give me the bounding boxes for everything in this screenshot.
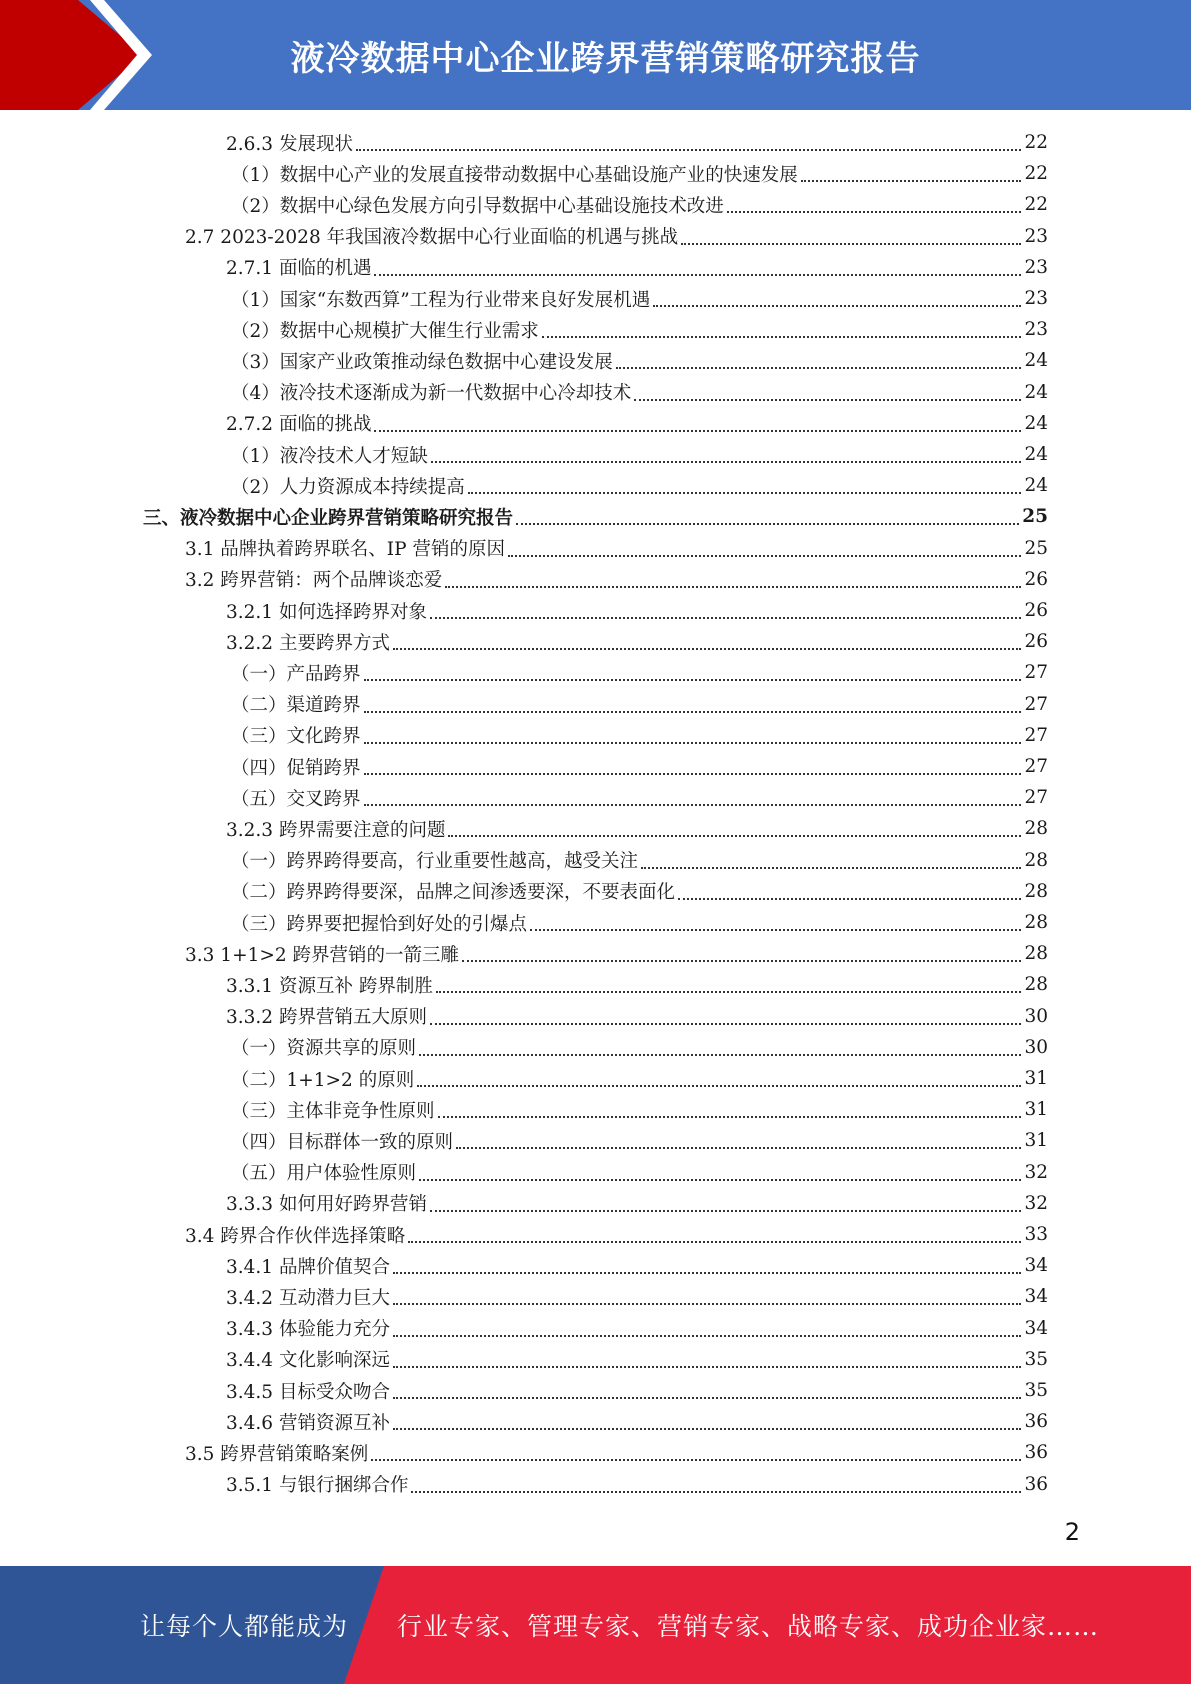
toc-dot-leader	[438, 1115, 1022, 1118]
toc-entry-title: 3.4.4 文化影响深远	[226, 1350, 390, 1372]
toc-dot-leader	[393, 1427, 1021, 1430]
toc-entry-page: 36	[1024, 1411, 1048, 1433]
footer-slogan-left: 让每个人都能成为	[140, 1612, 349, 1641]
toc-entry-title: （2）数据中心规模扩大催生行业需求	[231, 320, 539, 342]
toc-entry-title: （1）液冷技术人才短缺	[231, 445, 428, 467]
toc-dot-leader	[430, 616, 1021, 619]
toc-entry[interactable]	[226, 1001, 1048, 1032]
toc-entry-page: 27	[1024, 693, 1048, 715]
page-footer	[0, 1566, 1191, 1684]
toc-entry-title: 2.7.1 面临的机遇	[226, 258, 372, 280]
toc-entry-title: 2.7.2 面临的挑战	[226, 414, 372, 436]
toc-entry-page: 30	[1024, 1005, 1048, 1027]
toc-dot-leader	[393, 647, 1021, 650]
toc-entry-page: 36	[1024, 1442, 1048, 1464]
toc-dot-leader	[393, 1396, 1021, 1399]
toc-entry[interactable]	[226, 1313, 1048, 1344]
toc-dot-leader	[462, 959, 1021, 962]
toc-entry-page: 27	[1024, 787, 1048, 809]
toc-entry-page: 25	[1024, 537, 1048, 559]
toc-entry-title: 3.4.2 互动潜力巨大	[226, 1287, 390, 1309]
toc-entry[interactable]	[226, 595, 1048, 626]
toc-entry-title: 3.3.3 如何用好跨界营销	[226, 1194, 427, 1216]
toc-dot-leader	[530, 928, 1021, 931]
toc-entry[interactable]	[231, 1125, 1048, 1156]
toc-dot-leader	[616, 366, 1022, 369]
toc-entry[interactable]	[231, 439, 1048, 470]
toc-dot-leader	[634, 398, 1021, 401]
toc-dot-leader	[411, 1490, 1021, 1493]
toc-entry-page: 27	[1024, 724, 1048, 746]
toc-dot-leader	[445, 585, 1021, 588]
toc-entry-page: 28	[1024, 818, 1048, 840]
toc-dot-leader	[641, 866, 1021, 869]
toc-entry-title: 3.4.1 品牌价值契合	[226, 1256, 390, 1278]
toc-dot-leader	[727, 210, 1022, 213]
toc-entry-page: 23	[1024, 256, 1048, 278]
toc-dot-leader	[364, 741, 1022, 744]
toc-entry-title: （一）资源共享的原则	[231, 1038, 417, 1060]
toc-entry-page: 26	[1024, 631, 1048, 653]
toc-entry-title: 3.4 跨界合作伙伴选择策略	[185, 1225, 406, 1247]
toc-entry[interactable]	[231, 1032, 1048, 1063]
toc-entry-page: 24	[1024, 381, 1048, 403]
toc-entry[interactable]	[226, 252, 1048, 283]
toc-entry-page: 24	[1024, 350, 1048, 372]
toc-entry[interactable]	[231, 314, 1048, 345]
toc-dot-leader	[364, 803, 1022, 806]
toc-dot-leader	[374, 429, 1021, 432]
toc-entry-page: 28	[1024, 849, 1048, 871]
toc-entry[interactable]	[231, 876, 1048, 907]
toc-entry-title: 2.6.3 发展现状	[226, 133, 353, 155]
page-number: 2	[1064, 1518, 1080, 1546]
toc-dot-leader	[678, 897, 1021, 900]
toc-entry-page: 26	[1024, 568, 1048, 590]
toc-entry-page: 22	[1024, 194, 1048, 216]
toc-entry[interactable]	[231, 907, 1048, 938]
toc-entry[interactable]	[226, 1250, 1048, 1281]
toc-entry-title: 3.1 品牌执着跨界联名、IP 营销的原因	[185, 539, 505, 561]
toc-entry-title: （五）用户体验性原则	[231, 1163, 417, 1185]
toc-entry[interactable]	[231, 782, 1048, 813]
toc-entry-page: 24	[1024, 412, 1048, 434]
toc-entry[interactable]	[231, 470, 1048, 501]
toc-entry-page: 35	[1024, 1380, 1048, 1401]
toc-entry[interactable]	[185, 1219, 1048, 1250]
toc-dot-leader	[371, 1458, 1021, 1461]
toc-entry-title: 3.2.1 如何选择跨界对象	[226, 601, 427, 623]
toc-entry-title: 3.2.3 跨界需要注意的问题	[226, 819, 446, 841]
toc-entry-page: 30	[1024, 1036, 1048, 1058]
toc-entry[interactable]	[231, 189, 1048, 220]
toc-entry[interactable]	[226, 969, 1048, 1000]
toc-entry-title: 3.5 跨界营销策略案例	[185, 1443, 369, 1465]
toc-entry[interactable]	[226, 1188, 1048, 1219]
toc-entry-title: （三）主体非竞争性原则	[231, 1100, 435, 1122]
toc-entry-title: 3.4.3 体验能力充分	[226, 1319, 390, 1341]
toc-entry-title: （3）国家产业政策推动绿色数据中心建设发展	[231, 351, 613, 373]
toc-entry[interactable]	[231, 158, 1048, 189]
toc-dot-leader	[516, 522, 1019, 525]
toc-entry-page: 27	[1024, 662, 1048, 684]
toc-entry-title: 3.2.2 主要跨界方式	[226, 632, 390, 654]
toc-dot-leader	[393, 1302, 1021, 1305]
toc-entry-title: （1）国家“东数西算”工程为行业带来良好发展机遇	[231, 289, 651, 311]
toc-entry[interactable]	[143, 501, 1048, 532]
toc-entry[interactable]	[231, 657, 1048, 688]
toc-entry[interactable]	[226, 1469, 1048, 1500]
toc-entry[interactable]	[185, 533, 1048, 564]
toc-entry-page: 28	[1024, 974, 1048, 996]
toc-dot-leader	[417, 1084, 1021, 1087]
toc-entry[interactable]	[226, 626, 1048, 657]
toc-dot-leader	[408, 1240, 1021, 1243]
toc-entry[interactable]	[231, 1157, 1048, 1188]
toc-entry-title: （五）交叉跨界	[231, 788, 361, 810]
toc-dot-leader	[393, 1271, 1021, 1274]
toc-entry-page: 32	[1024, 1161, 1048, 1183]
toc-entry-page: 28	[1024, 880, 1048, 902]
toc-dot-leader	[356, 148, 1022, 151]
toc-dot-leader	[468, 491, 1022, 494]
toc-dot-leader	[431, 460, 1022, 463]
toc-entry-title: 3.4.6 营销资源互补	[226, 1412, 390, 1434]
toc-entry-title: （四）促销跨界	[231, 757, 361, 779]
toc-entry-page: 22	[1024, 163, 1048, 185]
toc-dot-leader	[364, 678, 1022, 681]
toc-entry-title: （一）跨界跨得要高，行业重要性越高，越受关注	[231, 851, 639, 873]
toc-entry-title: （三）文化跨界	[231, 726, 361, 748]
toc-entry-title: 3.3 1+1>2 跨界营销的一箭三雕	[185, 944, 459, 966]
toc-dot-leader	[508, 554, 1022, 557]
toc-dot-leader	[430, 1022, 1021, 1025]
toc-entry-title: （1）数据中心产业的发展直接带动数据中心基础设施产业的快速发展	[231, 164, 798, 186]
toc-entry[interactable]	[231, 1063, 1048, 1094]
toc-entry-title: 3.4.5 目标受众吻合	[226, 1381, 390, 1403]
toc-entry-title: （三）跨界要把握恰到好处的引爆点	[231, 913, 528, 935]
toc-dot-leader	[653, 304, 1021, 307]
toc-dot-leader	[364, 710, 1022, 713]
toc-entry[interactable]	[231, 689, 1048, 720]
toc-entry-page: 34	[1024, 1286, 1048, 1308]
toc-entry-page: 35	[1024, 1348, 1048, 1370]
toc-entry-title: （4）液冷技术逐渐成为新一代数据中心冷却技术	[231, 383, 632, 405]
toc-dot-leader	[436, 990, 1022, 993]
toc-entry-title: （2）人力资源成本持续提高	[231, 476, 465, 498]
toc-entry-title: （二）1+1>2 的原则	[231, 1069, 415, 1091]
footer-slogan-right: 行业专家、管理专家、营销专家、战略专家、成功企业家……	[397, 1612, 1100, 1641]
toc-entry-page: 23	[1024, 288, 1048, 309]
toc-entry-page: 24	[1024, 475, 1048, 497]
report-title: 液冷数据中心企业跨界营销策略研究报告	[290, 38, 921, 79]
toc-dot-leader	[419, 1053, 1021, 1056]
toc-entry-title: 3.2 跨界营销：两个品牌谈恋爱	[185, 570, 443, 592]
toc-entry-page: 31	[1024, 1130, 1048, 1152]
toc-entry[interactable]	[231, 845, 1048, 876]
toc-entry-page: 22	[1024, 132, 1048, 153]
toc-entry-title: 3.3.2 跨界营销五大原则	[226, 1007, 427, 1029]
toc-entry[interactable]	[226, 408, 1048, 439]
toc-dot-leader	[542, 335, 1022, 338]
toc-dot-leader	[430, 1209, 1021, 1212]
toc-entry-page: 36	[1024, 1473, 1048, 1495]
toc-entry-page: 28	[1024, 912, 1048, 933]
toc-dot-leader	[393, 1365, 1021, 1368]
toc-entry-page: 32	[1024, 1192, 1048, 1214]
toc-entry[interactable]	[231, 377, 1048, 408]
toc-entry[interactable]	[231, 751, 1048, 782]
toc-dot-leader	[448, 834, 1021, 837]
toc-entry-page: 28	[1024, 943, 1048, 965]
toc-entry-title: 3.3.1 资源互补 跨界制胜	[226, 975, 433, 997]
toc-entry-title: （2）数据中心绿色发展方向引导数据中心基础设施技术改进	[231, 195, 724, 217]
toc-entry-page: 23	[1024, 225, 1048, 247]
toc-dot-leader	[393, 1334, 1021, 1337]
toc-entry-title: （一）产品跨界	[231, 663, 361, 685]
toc-entry[interactable]	[185, 564, 1048, 595]
toc-entry-title: （二）跨界跨得要深，品牌之间渗透要深，不要表面化	[231, 882, 676, 904]
toc-dot-leader	[374, 273, 1021, 276]
toc-entry-page: 26	[1024, 600, 1048, 621]
toc-entry[interactable]	[231, 345, 1048, 376]
toc-entry-page: 27	[1024, 756, 1048, 777]
toc-entry[interactable]	[226, 127, 1048, 158]
toc-entry-page: 34	[1024, 1255, 1048, 1277]
toc-dot-leader	[364, 772, 1022, 775]
toc-entry-page: 31	[1024, 1068, 1048, 1089]
toc-dot-leader	[456, 1146, 1021, 1149]
toc-entry-title: 2.7 2023-2028 年我国液冷数据中心行业面临的机遇与挑战	[185, 227, 679, 249]
toc-dot-leader	[681, 242, 1021, 245]
toc-entry-title: （二）渠道跨界	[231, 695, 361, 717]
toc-dot-leader	[801, 179, 1022, 182]
toc-dot-leader	[419, 1178, 1021, 1181]
toc-entry-title: （四）目标群体一致的原则	[231, 1131, 454, 1153]
toc-entry-page: 24	[1024, 444, 1048, 465]
toc-entry[interactable]	[185, 221, 1048, 252]
page-header	[0, 0, 1191, 110]
toc-entry[interactable]	[226, 813, 1048, 844]
toc-entry[interactable]	[231, 1094, 1048, 1125]
toc-entry[interactable]	[226, 1406, 1048, 1437]
toc-entry-page: 25	[1022, 506, 1048, 528]
toc-entry-page: 34	[1024, 1317, 1048, 1339]
toc-entry[interactable]	[226, 1375, 1048, 1406]
toc-entry[interactable]	[231, 283, 1048, 314]
toc-entry-title: 3.5.1 与银行捆绑合作	[226, 1475, 409, 1497]
toc-entry[interactable]	[226, 1281, 1048, 1312]
toc-entry-page: 33	[1024, 1224, 1048, 1245]
toc-entry-title: 三、液冷数据中心企业跨界营销策略研究报告	[143, 507, 514, 529]
toc-entry[interactable]	[185, 1437, 1048, 1468]
toc-entry[interactable]	[226, 1344, 1048, 1375]
toc-entry-page: 31	[1024, 1099, 1048, 1121]
toc-entry-page: 23	[1024, 319, 1048, 341]
toc-entry[interactable]	[231, 720, 1048, 751]
toc-entry[interactable]	[185, 938, 1048, 969]
